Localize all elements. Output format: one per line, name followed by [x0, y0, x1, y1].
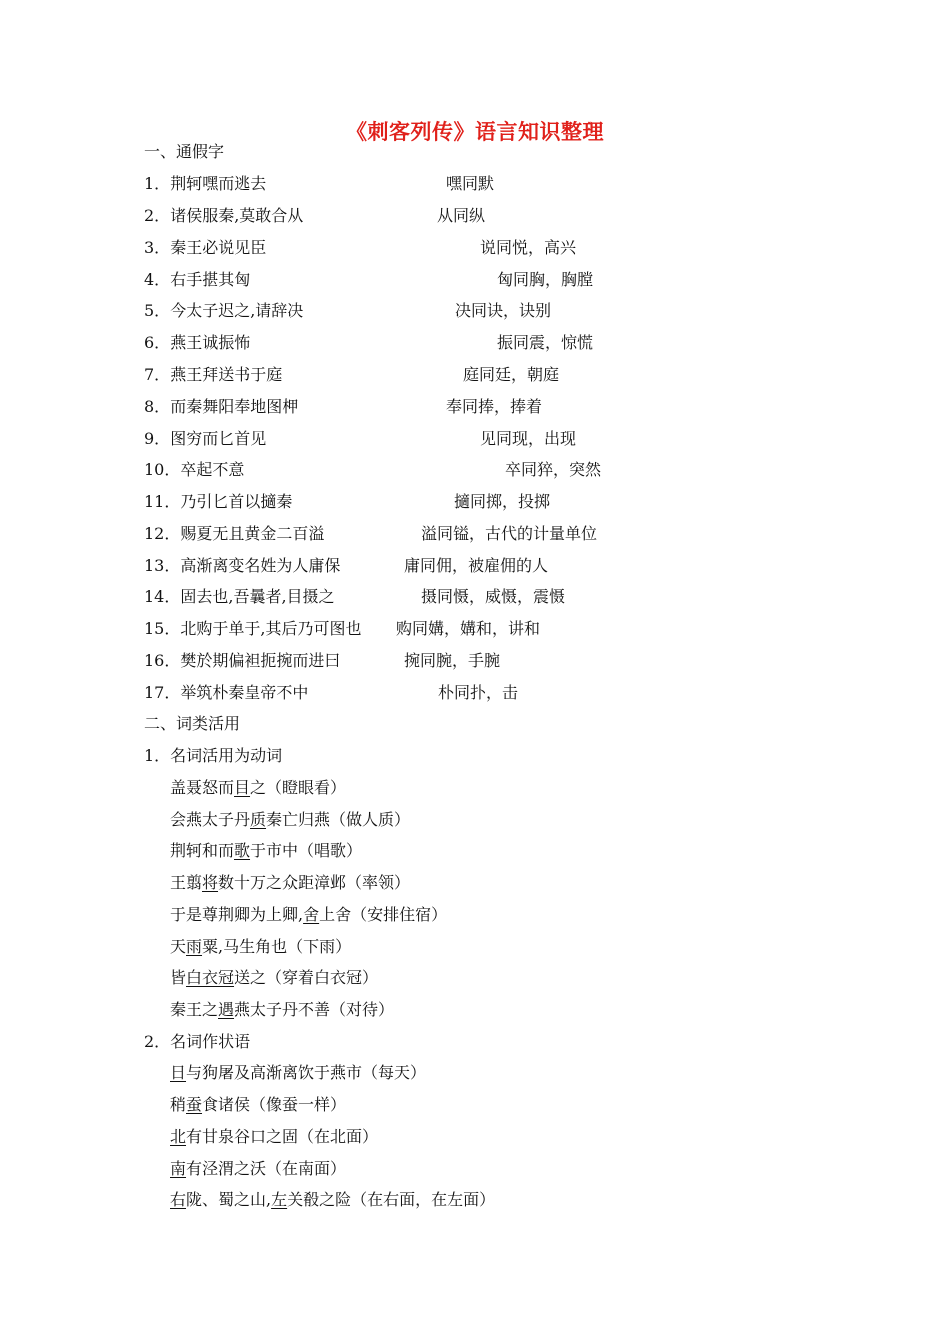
- item-number: 5．: [144, 301, 171, 320]
- example-text: 有泾渭之沃（在南面）: [186, 1159, 347, 1178]
- item-text: 诸侯服秦,莫敢合从: [170, 206, 304, 225]
- example-text: 上舍（安排住宿）: [319, 905, 448, 924]
- item-text: 乃引匕首以擿秦: [180, 492, 293, 511]
- example-text: 荆轲和而: [170, 841, 235, 860]
- document-title: 《刺客列传》语言知识整理: [346, 119, 604, 144]
- item-text: 图穷而匕首见: [170, 429, 267, 448]
- item-gloss: 捥同腕，手腕: [404, 651, 501, 670]
- item-gloss: 擿同掷，投掷: [454, 492, 551, 511]
- key-word: 北: [170, 1127, 187, 1146]
- item-text: 樊於期偏袒扼捥而进曰: [180, 651, 341, 670]
- item-gloss: 决同诀，诀别: [455, 301, 552, 320]
- item-number: 11．: [144, 492, 181, 511]
- item-gloss: 从同纵: [437, 206, 486, 225]
- item-number: 16．: [144, 651, 181, 670]
- item-gloss: 卒同猝，突然: [505, 460, 602, 479]
- item-gloss: 振同震，惊慌: [497, 333, 594, 352]
- key-word: 遇: [218, 1000, 235, 1019]
- item-gloss: 嘿同默: [446, 174, 495, 193]
- subsection-heading: 1．名词活用为动词: [144, 746, 283, 765]
- key-word: 舍: [303, 905, 320, 924]
- key-word: 蚕: [186, 1095, 203, 1114]
- example-text: 粟,马生角也（下雨）: [202, 937, 352, 956]
- item-text: 燕王拜送书于庭: [170, 365, 283, 384]
- example-line: [170, 841, 362, 861]
- item-text: 北购于单于,其后乃可图也: [180, 619, 362, 638]
- item-gloss: 奉同捧，捧着: [446, 397, 543, 416]
- item-text: 秦王必说见臣: [170, 238, 267, 257]
- example-text: 之（瞪眼看）: [250, 778, 347, 797]
- item-number: 4．: [144, 270, 171, 289]
- list-item: [144, 460, 244, 480]
- item-gloss: 朴同扑，击: [438, 683, 519, 702]
- example-text: 秦亡归燕（做人质）: [266, 810, 411, 829]
- item-gloss: 购同媾，媾和，讲和: [396, 619, 541, 638]
- item-text: 今太子迟之,请辞决: [170, 301, 304, 320]
- item-text: 右手揕其匈: [170, 270, 251, 289]
- list-item: [144, 174, 266, 194]
- item-text: 荆轲嘿而逃去: [170, 174, 267, 193]
- item-gloss: 见同现，出现: [480, 429, 577, 448]
- key-word: 左: [271, 1190, 288, 1209]
- example-text: 与狗屠及高渐离饮于燕市（每天）: [186, 1063, 427, 1082]
- example-text: 食诸侯（像蚕一样）: [202, 1095, 347, 1114]
- list-item: [144, 365, 282, 385]
- item-text: 举筑朴秦皇帝不中: [180, 683, 309, 702]
- list-item: [144, 206, 303, 226]
- item-number: 2．: [144, 206, 171, 225]
- example-text: 关殽之险（在右面，在左面）: [287, 1190, 496, 1209]
- item-number: 9．: [144, 429, 171, 448]
- item-text: 高渐离变名姓为人庸保: [180, 556, 341, 575]
- example-line: [170, 905, 447, 925]
- list-item: [144, 492, 292, 512]
- item-gloss: 匈同胸，胸膛: [497, 270, 594, 289]
- example-text: 数十万之众距漳邺（率领）: [218, 873, 411, 892]
- item-gloss: 庸同佣，被雇佣的人: [404, 556, 549, 575]
- list-item: [144, 397, 298, 417]
- key-word: 南: [170, 1159, 187, 1178]
- item-number: 15．: [144, 619, 181, 638]
- item-text: 燕王诚振怖: [170, 333, 251, 352]
- item-gloss: 摄同慑，威慑，震慑: [421, 587, 566, 606]
- list-item: [144, 683, 308, 703]
- example-line: [170, 778, 346, 798]
- example-text: 盖聂怒而: [170, 778, 235, 797]
- item-text: 赐夏无且黄金二百溢: [180, 524, 325, 543]
- list-item: [144, 333, 250, 353]
- example-line: [170, 968, 378, 988]
- example-line: [170, 1000, 394, 1020]
- item-number: 6．: [144, 333, 171, 352]
- list-item: [144, 301, 303, 321]
- key-word: 日: [170, 1063, 187, 1082]
- list-item: [144, 429, 266, 449]
- key-word: 质: [250, 810, 267, 829]
- list-item: [144, 238, 266, 258]
- example-line: [170, 1063, 426, 1083]
- example-line: [170, 1159, 346, 1179]
- example-text: 会燕太子丹: [170, 810, 251, 829]
- list-item: [144, 270, 250, 290]
- example-text: 陇、蜀之山,: [186, 1190, 272, 1209]
- list-item: [144, 556, 340, 576]
- item-text: 固去也,吾曩者,目摄之: [180, 587, 335, 606]
- key-word: 雨: [186, 937, 203, 956]
- item-text: 卒起不意: [180, 460, 245, 479]
- item-gloss: 溢同镒，古代的计量单位: [421, 524, 598, 543]
- subsection-heading: 2．名词作状语: [144, 1032, 251, 1051]
- example-text: 稍: [170, 1095, 187, 1114]
- item-number: 10．: [144, 460, 181, 479]
- example-text: 秦王之: [170, 1000, 219, 1019]
- example-line: [170, 873, 410, 893]
- item-number: 13．: [144, 556, 181, 575]
- key-word: 目: [234, 778, 251, 797]
- item-number: 3．: [144, 238, 171, 257]
- example-text: 于是尊荆卿为上卿,: [170, 905, 304, 924]
- key-word: 将: [202, 873, 219, 892]
- item-number: 12．: [144, 524, 181, 543]
- item-text: 而秦舞阳奉地图柙: [170, 397, 299, 416]
- example-text: 王翦: [170, 873, 203, 892]
- example-line: [170, 1095, 346, 1115]
- item-gloss: 庭同廷，朝庭: [463, 365, 560, 384]
- item-number: 7．: [144, 365, 171, 384]
- list-item: [144, 587, 335, 607]
- example-text: 于市中（唱歌）: [250, 841, 363, 860]
- item-number: 8．: [144, 397, 171, 416]
- key-word: 白衣冠: [186, 968, 235, 987]
- example-text: 送之（穿着白衣冠）: [234, 968, 379, 987]
- example-text: 天: [170, 937, 187, 956]
- list-item: [144, 651, 340, 671]
- example-line: [170, 810, 410, 830]
- item-number: 17．: [144, 683, 181, 702]
- example-text: 皆: [170, 968, 187, 987]
- list-item: [144, 524, 324, 544]
- example-line: [170, 1127, 378, 1147]
- list-item: [144, 619, 361, 639]
- example-text: 燕太子丹不善（对待）: [234, 1000, 395, 1019]
- example-text: 有甘泉谷口之固（在北面）: [186, 1127, 379, 1146]
- item-number: 14．: [144, 587, 181, 606]
- key-word: 右: [170, 1190, 187, 1209]
- section-heading-tongjiazi: 一、通假字: [144, 142, 225, 161]
- item-number: 1．: [144, 174, 171, 193]
- example-line: [170, 937, 351, 957]
- key-word: 歌: [234, 841, 251, 860]
- example-line: [170, 1190, 495, 1210]
- item-gloss: 说同悦，高兴: [480, 238, 577, 257]
- section-heading-cileihuoyong: 二、词类活用: [144, 714, 241, 733]
